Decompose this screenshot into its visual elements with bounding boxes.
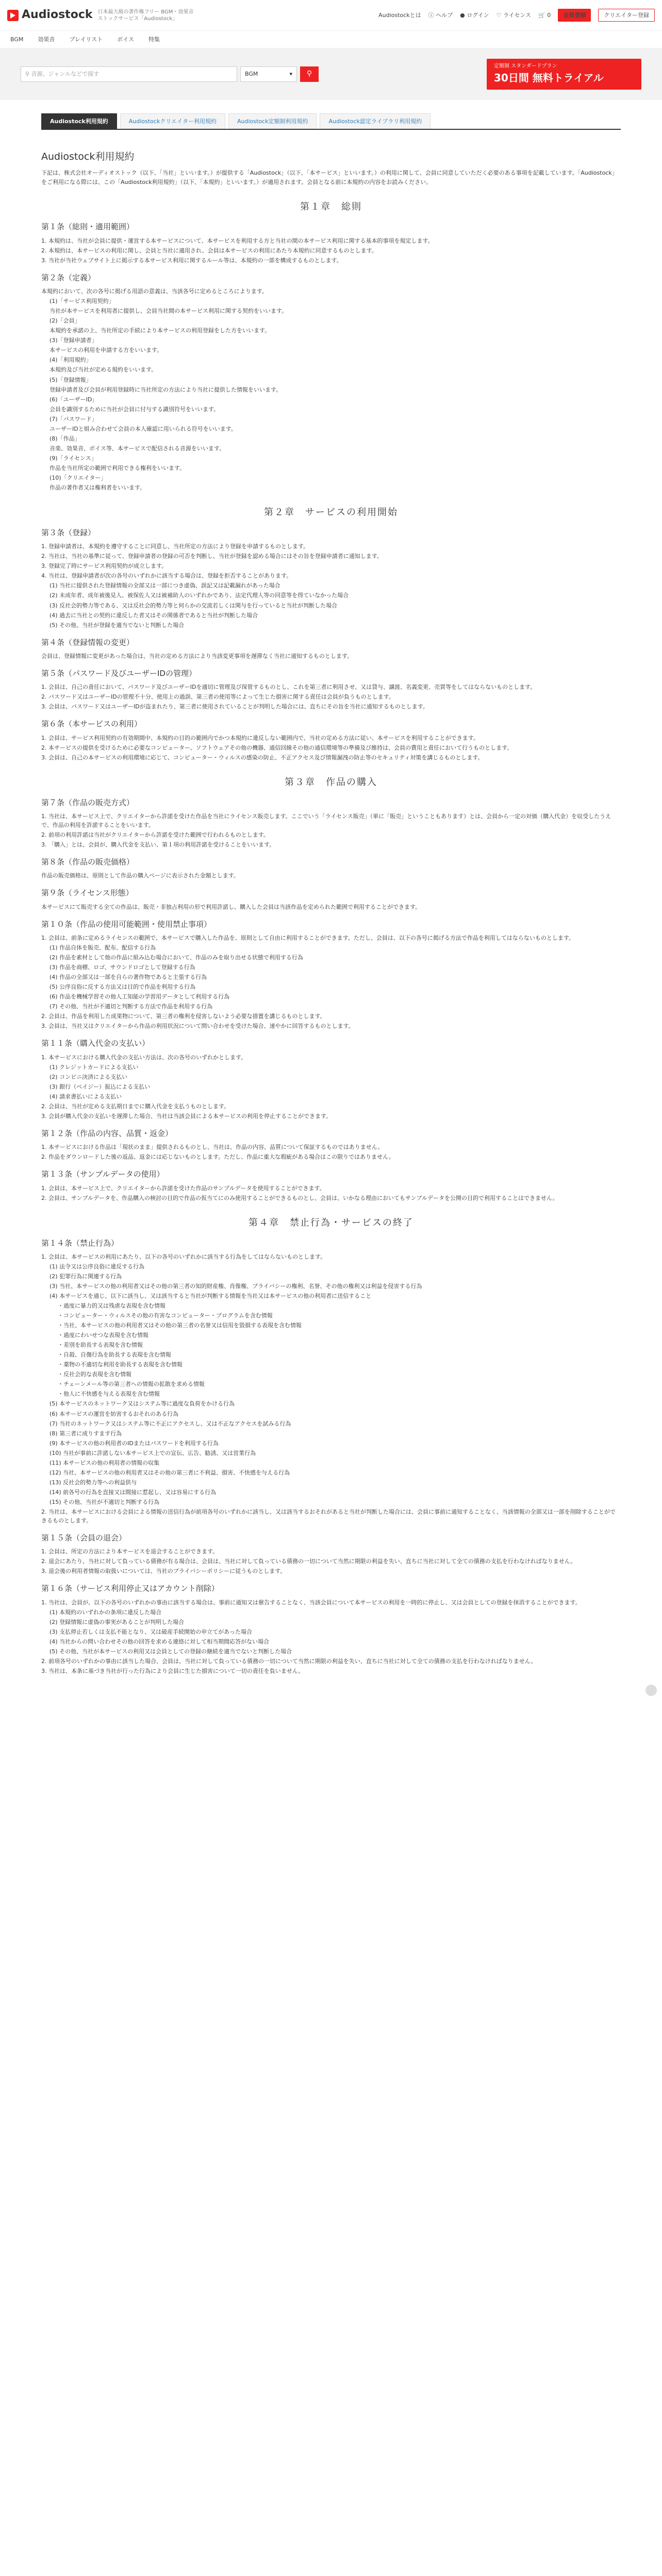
category-select-value: BGM <box>245 71 258 78</box>
article-paragraph: ・当社、本サービスの他の利用者又はその他の第三者の名誉又は信用を毀損する表現を含む情報 <box>58 1322 302 1329</box>
article-paragraph: 2. 会員は、サンプルデータを、作品購入の検討の目的で作品の仮当てにのみ使用することができるものとし、会員は、いかなる理由においてもサンプルデータを公開の目的で利用することはできません。 <box>41 1194 558 1201</box>
search-input[interactable] <box>21 66 237 82</box>
article-paragraph: (3) 当社、本サービスの他の利用者又はその他の第三者の知的財産権、肖像権、プライバシーの権利、名誉、その他の権利又は利益を侵害する行為 <box>49 1282 422 1290</box>
article-paragraph: (9)「ライセンス」 <box>49 454 97 462</box>
article-paragraph: 1. 本サービスにおける作品は「現状のまま」提供されるものとし、当社は、作品の内容、品質について保証するものではありません。 <box>41 1144 384 1151</box>
article-paragraph: 3. 会員が購入代金の支払いを遅滞した場合、当社は当該会員による本サービスの利用を停止することができます。 <box>41 1112 332 1120</box>
nav-item-se[interactable]: 効果音 <box>38 36 55 43</box>
intro-text: 下記は、株式会社オーディオストック（以下、「当社」といいます。）が提供する「Audiostock」（以下、「本サービス」といいます。）の利用に関して、会員に同意していただく必要のある事項を記載しています。「Audiostock」をご利用になる際には、この「Audiostock利用規約」（以下、「本規約」といいます。）が適用されます。会員となる前に本規約の内容をお読みください。 <box>41 170 618 185</box>
article-paragraph: 1. 当社は、会員が、以下の各号のいずれかの事由に該当する場合は、事前に通知又は催告することなく、当該会員について本サービスの利用を一時的に停止し、又は会員としての登録を抹消することができます。 <box>41 1599 581 1606</box>
article-paragraph: (1) 作品自体を販売、配布、配信する行為 <box>49 944 156 951</box>
trial-banner[interactable] <box>487 59 641 90</box>
article-paragraph: 2. パスワード又はユーザーIDの管理不十分、使用上の過誤、第三者の使用等によって生じた損害に関する責任は会員が負うものとします。 <box>41 693 394 701</box>
article-heading: 第１６条（サービス利用停止又はアカウント削除） <box>41 1584 219 1594</box>
nav-item-voice[interactable]: ボイス <box>117 36 135 43</box>
article-paragraph: 2. 会員は、当社が定める支払期日までに購入代金を支払うものとします。 <box>41 1103 230 1110</box>
article-paragraph: 1. 会員は、サービス利用契約の有効期間中、本規約の目的の範囲内でかつ本規約に違反しない範囲内で、当社の定める方法に従い、本サービスを利用することができます。 <box>41 734 479 741</box>
article-paragraph: (3) 反社会的勢力等である、又は反社会的勢力等と何らかの交流若しくは関与を行っていると当社が判断した場合 <box>49 602 338 609</box>
terms-sections <box>41 200 621 1676</box>
article-paragraph: 3. 会員は、当社又はクリエイターから作品の利用状況について問い合わせを受けた場合、速やかに回答するものとします。 <box>41 1023 354 1030</box>
article-paragraph: (9) 本サービスの他の利用者のIDまたはパスワードを利用する行為 <box>49 1439 219 1447</box>
article-paragraph: (4) 請求書払いによる支払い <box>49 1093 122 1100</box>
nav-item-playlist[interactable]: プレイリスト <box>69 36 103 43</box>
article-paragraph: ・過度に暴力的又は残虐な表現を含む情報 <box>58 1302 166 1310</box>
license-link[interactable]: ♡ ライセンス <box>496 11 532 19</box>
article-heading: 第７条（作品の販売方式） <box>41 798 135 807</box>
article-paragraph: 本規約及び当社が定める規約をいいます。 <box>49 366 157 374</box>
article-paragraph: 作品を当社所定の範囲で利用できる権利をいいます。 <box>49 464 186 471</box>
article-paragraph: ・反社会的な表現を含む情報 <box>58 1371 131 1378</box>
help-label: ヘルプ <box>436 11 453 19</box>
article-paragraph: (2) 未成年者、成年被後見人、被保佐人又は被補助人のいずれかであり、法定代理人等の同意等を得ていなかった場合 <box>49 592 349 599</box>
article-paragraph: (8) 第三者に成りすます行為 <box>49 1430 122 1437</box>
signup-button[interactable]: 会員登録 <box>558 9 591 22</box>
tab-creator-terms[interactable]: Audiostockクリエイター利用規約 <box>120 113 225 129</box>
search-area <box>0 48 662 100</box>
article-paragraph: ・他人に不快感を与える表現を含む情報 <box>58 1391 160 1398</box>
article-heading: 第１２条（作品の内容、品質・返金） <box>41 1128 173 1138</box>
article-paragraph: (3) 作品を商標、ロゴ、サウンドロゴとして登録する行為 <box>49 964 195 971</box>
article-paragraph: (6) 作品を機械学習その他人工知能の学習用データとして利用する行為 <box>49 993 230 1001</box>
article-paragraph: (4) 当社からの問い合わせその他の回答を求める連絡に対して相当期間応答がない場合 <box>49 1638 270 1645</box>
article-paragraph: (5)「登録情報」 <box>49 376 92 383</box>
search-button-icon: ⚲ <box>306 70 312 78</box>
terms-tabs <box>41 107 621 130</box>
article-paragraph: 2. 前項各号のいずれかの事由に該当した場合、会員は、当社に対して負っている債務の一切について当然に期限の利益を失い、直ちに当社に対して全ての債務の支払を行わなければなりません。 <box>41 1658 537 1665</box>
article-paragraph: (11) 本サービスの他の利用者の情報の収集 <box>49 1459 160 1466</box>
article-paragraph: (4)「利用規約」 <box>49 357 92 364</box>
article-paragraph: ・チェーンメール等の第三者への情報の拡散を求める情報 <box>58 1381 205 1388</box>
article-heading: 第５条（パスワード及びユーザーIDの管理） <box>41 668 196 678</box>
article-paragraph: 3. 登録完了時にサービス利用契約が成立します。 <box>41 563 168 570</box>
article-paragraph: (2) 犯罪行為に関連する行為 <box>49 1273 122 1280</box>
article-paragraph: 2. 当社は、本サービスにおける会員による情報の送信行為が前項各号のいずれかに該当し、又は該当するおそれがあると当社が判断した場合には、会員に事前に通知することなく、当該情報の全部又は一部を削除することができるものとします。 <box>41 1509 616 1524</box>
chapter-heading: 第３章 作品の購入 <box>285 776 377 788</box>
article-paragraph: ・差別を助長する表現を含む情報 <box>58 1342 143 1349</box>
article-paragraph: 1. 会員は、本サービス上で、クリエイターから許諾を受けた作品のサンプルデータを使用することができます。 <box>41 1184 325 1192</box>
article-heading: 第９条（ライセンス形態） <box>41 888 134 898</box>
article-paragraph: (4) 本サービスを通じ、以下に該当し、又は該当すると当社が判断する情報を当社又は本サービスの他の利用者に送信すること <box>49 1292 372 1299</box>
article-heading: 第１５条（会員の退会） <box>41 1533 127 1543</box>
article-paragraph: (6)「ユーザーID」 <box>49 396 98 403</box>
article-paragraph: (3)「登録申請者」 <box>49 337 97 344</box>
article-paragraph: 2. 退会にあたり、当社に対して負っている債務が有る場合は、会員は、当社に対して負っている債務の一切について当然に期限の利益を失い、直ちに当社に対して全ての債務の支払を行わなければなりません。 <box>41 1558 576 1565</box>
tagline <box>98 9 194 22</box>
article-paragraph: 作品の著作者又は権利者をいいます。 <box>49 484 146 492</box>
login-label: ログイン <box>467 11 489 19</box>
article-paragraph: 2. 前項の利用許諾は当社がクリエイターから許諾を受けた範囲で行われるものとします。 <box>41 831 269 838</box>
search-button[interactable] <box>300 66 319 82</box>
article-paragraph: (3) 銀行（ペイジー）振込による支払い <box>49 1083 151 1090</box>
nav-item-feature[interactable]: 特集 <box>148 36 160 43</box>
article-paragraph: (1) 当社に提供された登録情報の全部又は一部につき虚偽、誤記又は記載漏れがあった場合 <box>49 582 280 589</box>
logo-text: Audiostock <box>22 8 93 22</box>
article-paragraph: (10) 当社が事前に許諾しない本サービス上での宣伝、広告、勧誘、又は営業行為 <box>49 1449 256 1456</box>
tagline-line-1: 日本最大級の著作権フリー BGM・効果音 <box>97 9 194 15</box>
article-paragraph: (14) 前各号の行為を直接又は間接に惹起し、又は容易にする行為 <box>49 1488 217 1496</box>
article-paragraph: (15) その他、当社が不適切と判断する行為 <box>49 1498 160 1505</box>
article-paragraph: (6) 本サービスの運営を妨害するおそれのある行為 <box>49 1410 179 1417</box>
article-paragraph: 1. 登録申請者は、本規約を遵守することに同意し、当社所定の方法により登録を申請するものとします。 <box>41 543 309 550</box>
article-paragraph: (5) その他、当社が本サービスの利用又は会員としての登録の継続を適当でないと判断した場合 <box>49 1648 292 1655</box>
article-paragraph: 本規約において、次の各号に掲げる用語の意義は、当該各号に定めるところによります。 <box>41 288 268 295</box>
article-paragraph: 1. 本サービスにおける購入代金の支払い方法は、次の各号のいずれかとします。 <box>41 1054 247 1061</box>
article-paragraph: (2) コンビニ決済による支払い <box>49 1073 128 1080</box>
article-paragraph: 1. 本規約は、当社が会員に提供・運営する本サービスについて、本サービスを利用する方と当社の間の本サービス利用に関する基本的事項を規定します。 <box>41 237 434 244</box>
header <box>0 0 662 31</box>
banner-title: 30日間 無料トライアル <box>494 72 604 84</box>
scroll-top-button[interactable] <box>646 1685 657 1696</box>
article-paragraph: 2. 作品をダウンロードした後の返品、返金には応じないものとします。ただし、作品に重大な瑕疵がある場合はこの限りではありません。 <box>41 1154 394 1161</box>
article-heading: 第１４条（禁止行為） <box>41 1238 119 1248</box>
article-paragraph: (7) 当社のネットワーク又はシステム等に不正にアクセスし、又は不正なアクセスを試みる行為 <box>49 1420 291 1427</box>
article-paragraph: 2. 本サービスの提供を受けるために必要なコンピューター、ソフトウェアその他の機器、通信回線その他の通信環境等の準備及び維持は、会員の費用と責任において行うものとします。 <box>41 744 513 751</box>
chapter-heading: 第２章 サービスの利用開始 <box>264 507 398 518</box>
search-placeholder: 音源、ジャンルなどで探す <box>31 71 100 78</box>
banner-subtitle: 定額制 スタンダードプラン <box>494 63 557 69</box>
article-heading: 第１３条（サンプルデータの使用） <box>41 1170 164 1179</box>
cart-count: 0 <box>547 11 551 19</box>
article-paragraph: 3. 当社が当社ウェブサイト上に掲示する本サービス利用に関するルール等は、本規約の一部を構成するものとします。 <box>41 257 342 264</box>
article-paragraph: 3. 会員は、パスワード又はユーザーIDが盗まれたり、第三者に使用されていることが判明した場合には、直ちにその旨を当社に通知するものとします。 <box>41 703 428 710</box>
article-heading: 第１条（総則・適用範囲） <box>41 222 135 232</box>
article-paragraph: (2) 作品を素材として他の作品に組み込む場合において、作品のみを取り出せる状態で利用する行為 <box>49 954 303 961</box>
article-paragraph: ・自殺、自傷行為を助長する表現を含む情報 <box>58 1351 171 1359</box>
article-heading: 第４条（登録情報の変更） <box>41 637 135 647</box>
article-heading: 第１１条（購入代金の支払い） <box>41 1039 150 1048</box>
cart-icon: 🛒 <box>538 11 545 19</box>
article-paragraph: (4) 作品の全部又は一部を自らの著作物であると主張する行為 <box>49 974 207 981</box>
tab-subscription-terms[interactable]: Audiostock定額制利用規約 <box>228 113 317 129</box>
article-paragraph: (1) クレジットカードによる支払い <box>49 1063 139 1071</box>
category-select[interactable] <box>240 66 297 82</box>
article-paragraph: 3. 退会後の利用者情報の取扱いについては、当社のプライバシーポリシーに従うものとします。 <box>41 1568 286 1575</box>
about-link[interactable]: Audiostockとは <box>378 11 421 19</box>
article-heading: 第６条（本サービスの利用） <box>41 719 142 729</box>
tab-library-terms[interactable]: Audiostock認定ライブラリ利用規約 <box>320 113 431 129</box>
article-paragraph: 会員を識別するために当社が会員に付与する識別符号をいいます。 <box>49 405 220 413</box>
article-paragraph: (4) 過去に当社との契約に違反した者又はその関係者であると当社が判断した場合 <box>49 612 258 619</box>
login-link[interactable]: ● ログイン <box>460 11 489 19</box>
help-link[interactable]: ⓘ ヘルプ <box>428 11 453 19</box>
article-paragraph: (1) 法令又は公序良俗に違反する行為 <box>49 1263 145 1270</box>
chevron-down-icon: ▾ <box>289 71 292 78</box>
article-heading: 第３条（登録） <box>41 528 96 537</box>
article-paragraph: (10)「クリエイター」 <box>49 474 107 481</box>
cart-button[interactable] <box>538 11 551 20</box>
creator-signup-button[interactable]: クリエイター登録 <box>598 9 655 22</box>
page-title: Audiostock利用規約 <box>41 151 135 163</box>
article-paragraph: (12) 当社、本サービスの他の利用者又はその他の第三者に不利益、損害、不快感を与える行為 <box>49 1469 290 1476</box>
article-paragraph: 4. 当社は、登録申請者が次の各号のいずれかに該当する場合は、登録を拒否することがあります。 <box>41 572 292 580</box>
chapter-heading: 第１章 総則 <box>300 201 362 212</box>
nav-item-bgm[interactable]: BGM <box>10 36 24 43</box>
main-nav <box>0 31 662 48</box>
logo[interactable] <box>7 6 93 24</box>
article-paragraph: (5) その他、当社が登録を適当でないと判断した場合 <box>49 621 185 629</box>
article-paragraph: (7)「パスワード」 <box>49 415 97 422</box>
article-paragraph: 3. 当社は、本条に基づき当社が行った行為により会員に生じた損害について一切の責任を負いません。 <box>41 1668 304 1675</box>
article-paragraph: (7) その他、当社が不適切と判断する方法で作品を利用する行為 <box>49 1003 213 1010</box>
article-paragraph: (2)「会員」 <box>49 317 80 325</box>
header-actions <box>378 9 655 22</box>
logo-icon <box>7 10 19 21</box>
article-paragraph: (1)「サービス利用契約」 <box>49 298 114 305</box>
article-paragraph: 1. 会員は、前条に定めるライセンスの範囲で、本サービスで購入した作品を、原則として自由に利用することができます。ただし、会員は、以下の各号に掲げる方法で作品を利用してはならないものとします。 <box>41 934 575 941</box>
article-heading: 第１０条（作品の使用可能範囲・使用禁止事項） <box>41 919 212 929</box>
article-paragraph: (13) 反社会的勢力等への利益供与 <box>49 1479 137 1486</box>
article-paragraph: 1. 会員は、所定の方法により本サービスを退会することができます。 <box>41 1548 219 1555</box>
article-heading: 第２条（定義） <box>41 273 96 282</box>
tagline-line-2: ストックサービス「Audiostock」 <box>97 15 178 22</box>
article-paragraph: 2. 会員は、作品を利用した成果物について、第三者の権利を侵害しないよう必要な措置を講じるものとします。 <box>41 1013 326 1020</box>
article-paragraph: 1. 当社は、本サービス上で、クリエイターから許諾を受けた作品を当社にライセンス販売します。ここでいう「ライセンス販売」（単に「販売」ということもあります）とは、会員から一定の対価（購入代金）を収受したうえで、作品の利用を許諾することをいいます。 <box>41 812 611 828</box>
terms-content <box>0 130 662 1697</box>
article-paragraph: 3. 会員は、自己の本サービスの利用環境に応じて、コンピューター・ウィルスの感染の防止、不正アクセス及び情報漏洩の防止等のセキュリティ対策を講じるものとします。 <box>41 754 484 761</box>
article-paragraph: 音楽、効果音、ボイス等、本サービスで配信される音源をいいます。 <box>49 445 225 452</box>
article-paragraph: (1) 本規約のいずれかの条項に違反した場合 <box>49 1608 162 1616</box>
article-paragraph: (2) 登録情報に虚偽の事実があることが判明した場合 <box>49 1618 185 1625</box>
article-paragraph: (5) 公序良俗に反する方法又は目的で作品を利用する行為 <box>49 984 196 991</box>
article-paragraph: 2. 当社は、当社の基準に従って、登録申請者の登録の可否を判断し、当社が登録を認める場合にはその旨を登録申請者に通知します。 <box>41 553 383 560</box>
article-paragraph: (8)「作品」 <box>49 435 80 442</box>
article-paragraph: 1. 会員は、自己の責任において、パスワード及びユーザーIDを適切に管理及び保管するものとし、これを第三者に利用させ、又は貸与、譲渡、名義変更、売買等をしてはならないものとします。 <box>41 684 536 691</box>
search-icon: ⚲ <box>25 71 31 78</box>
article-paragraph: 2. 本規約は、本サービスの利用に関し、会員と当社に適用され、会員は本サービスの利用にあたり本規約に同意するものとします。 <box>41 247 377 254</box>
article-paragraph: 本規約を承諾の上、当社所定の手続により本サービスの利用登録をした方をいいます。 <box>49 327 271 334</box>
chapter-heading: 第４章 禁止行為・サービスの終了 <box>249 1217 413 1228</box>
article-paragraph: ユーザーIDと組み合わせて会員の本人確認に用いられる符号をいいます。 <box>49 425 237 432</box>
article-heading: 第８条（作品の販売価格） <box>41 857 135 867</box>
article-paragraph: 当社が本サービスを利用者に提供し、会員当社間の本サービス利用に関する契約をいいます。 <box>49 308 288 315</box>
article-paragraph: ・過度にわいせつな表現を含む情報 <box>58 1332 148 1339</box>
tab-terms[interactable]: Audiostock利用規約 <box>41 113 117 129</box>
article-paragraph: (3) 支払停止若しくは支払不能となり、又は破産手続開始の申立てがあった場合 <box>49 1628 252 1635</box>
article-paragraph: 1. 会員は、本サービスの利用にあたり、以下の各号のいずれかに該当する行為をしてはならないものとします。 <box>41 1253 326 1260</box>
article-paragraph: 3. 「購入」とは、会員が、購入代金を支払い、第１項の利用許諾を受けることをいいます。 <box>41 841 275 849</box>
article-paragraph: 会員は、登録情報に変更があった場合は、当社の定める方法により当該変更事項を遅滞なく当社に通知するものとします。 <box>41 652 353 659</box>
article-paragraph: ・薬物の不適切な利用を助長する表現を含む情報 <box>58 1361 183 1368</box>
article-paragraph: 登録申請者及び会員が利用登録時に当社所定の方法により当社に提供した情報をいいます。 <box>49 386 282 393</box>
article-paragraph: 本サービスの利用を申請する方をいいます。 <box>49 347 163 354</box>
article-paragraph: 作品の販売価格は、原則として作品の購入ページに表示された金額とします。 <box>41 872 239 879</box>
license-label: ライセンス <box>503 11 532 19</box>
article-paragraph: ・コンピューター・ウィルスその他の有害なコンピューター・プログラムを含む情報 <box>58 1312 273 1319</box>
article-paragraph: (5) 本サービスのネットワーク又はシステム等に過度な負荷をかける行為 <box>49 1400 235 1408</box>
article-paragraph: 本サービスにて販売する全ての作品は、販売・非独占利用の形で利用許諾し、購入した会員は当該作品を定められた範囲で利用することができます。 <box>41 903 421 910</box>
